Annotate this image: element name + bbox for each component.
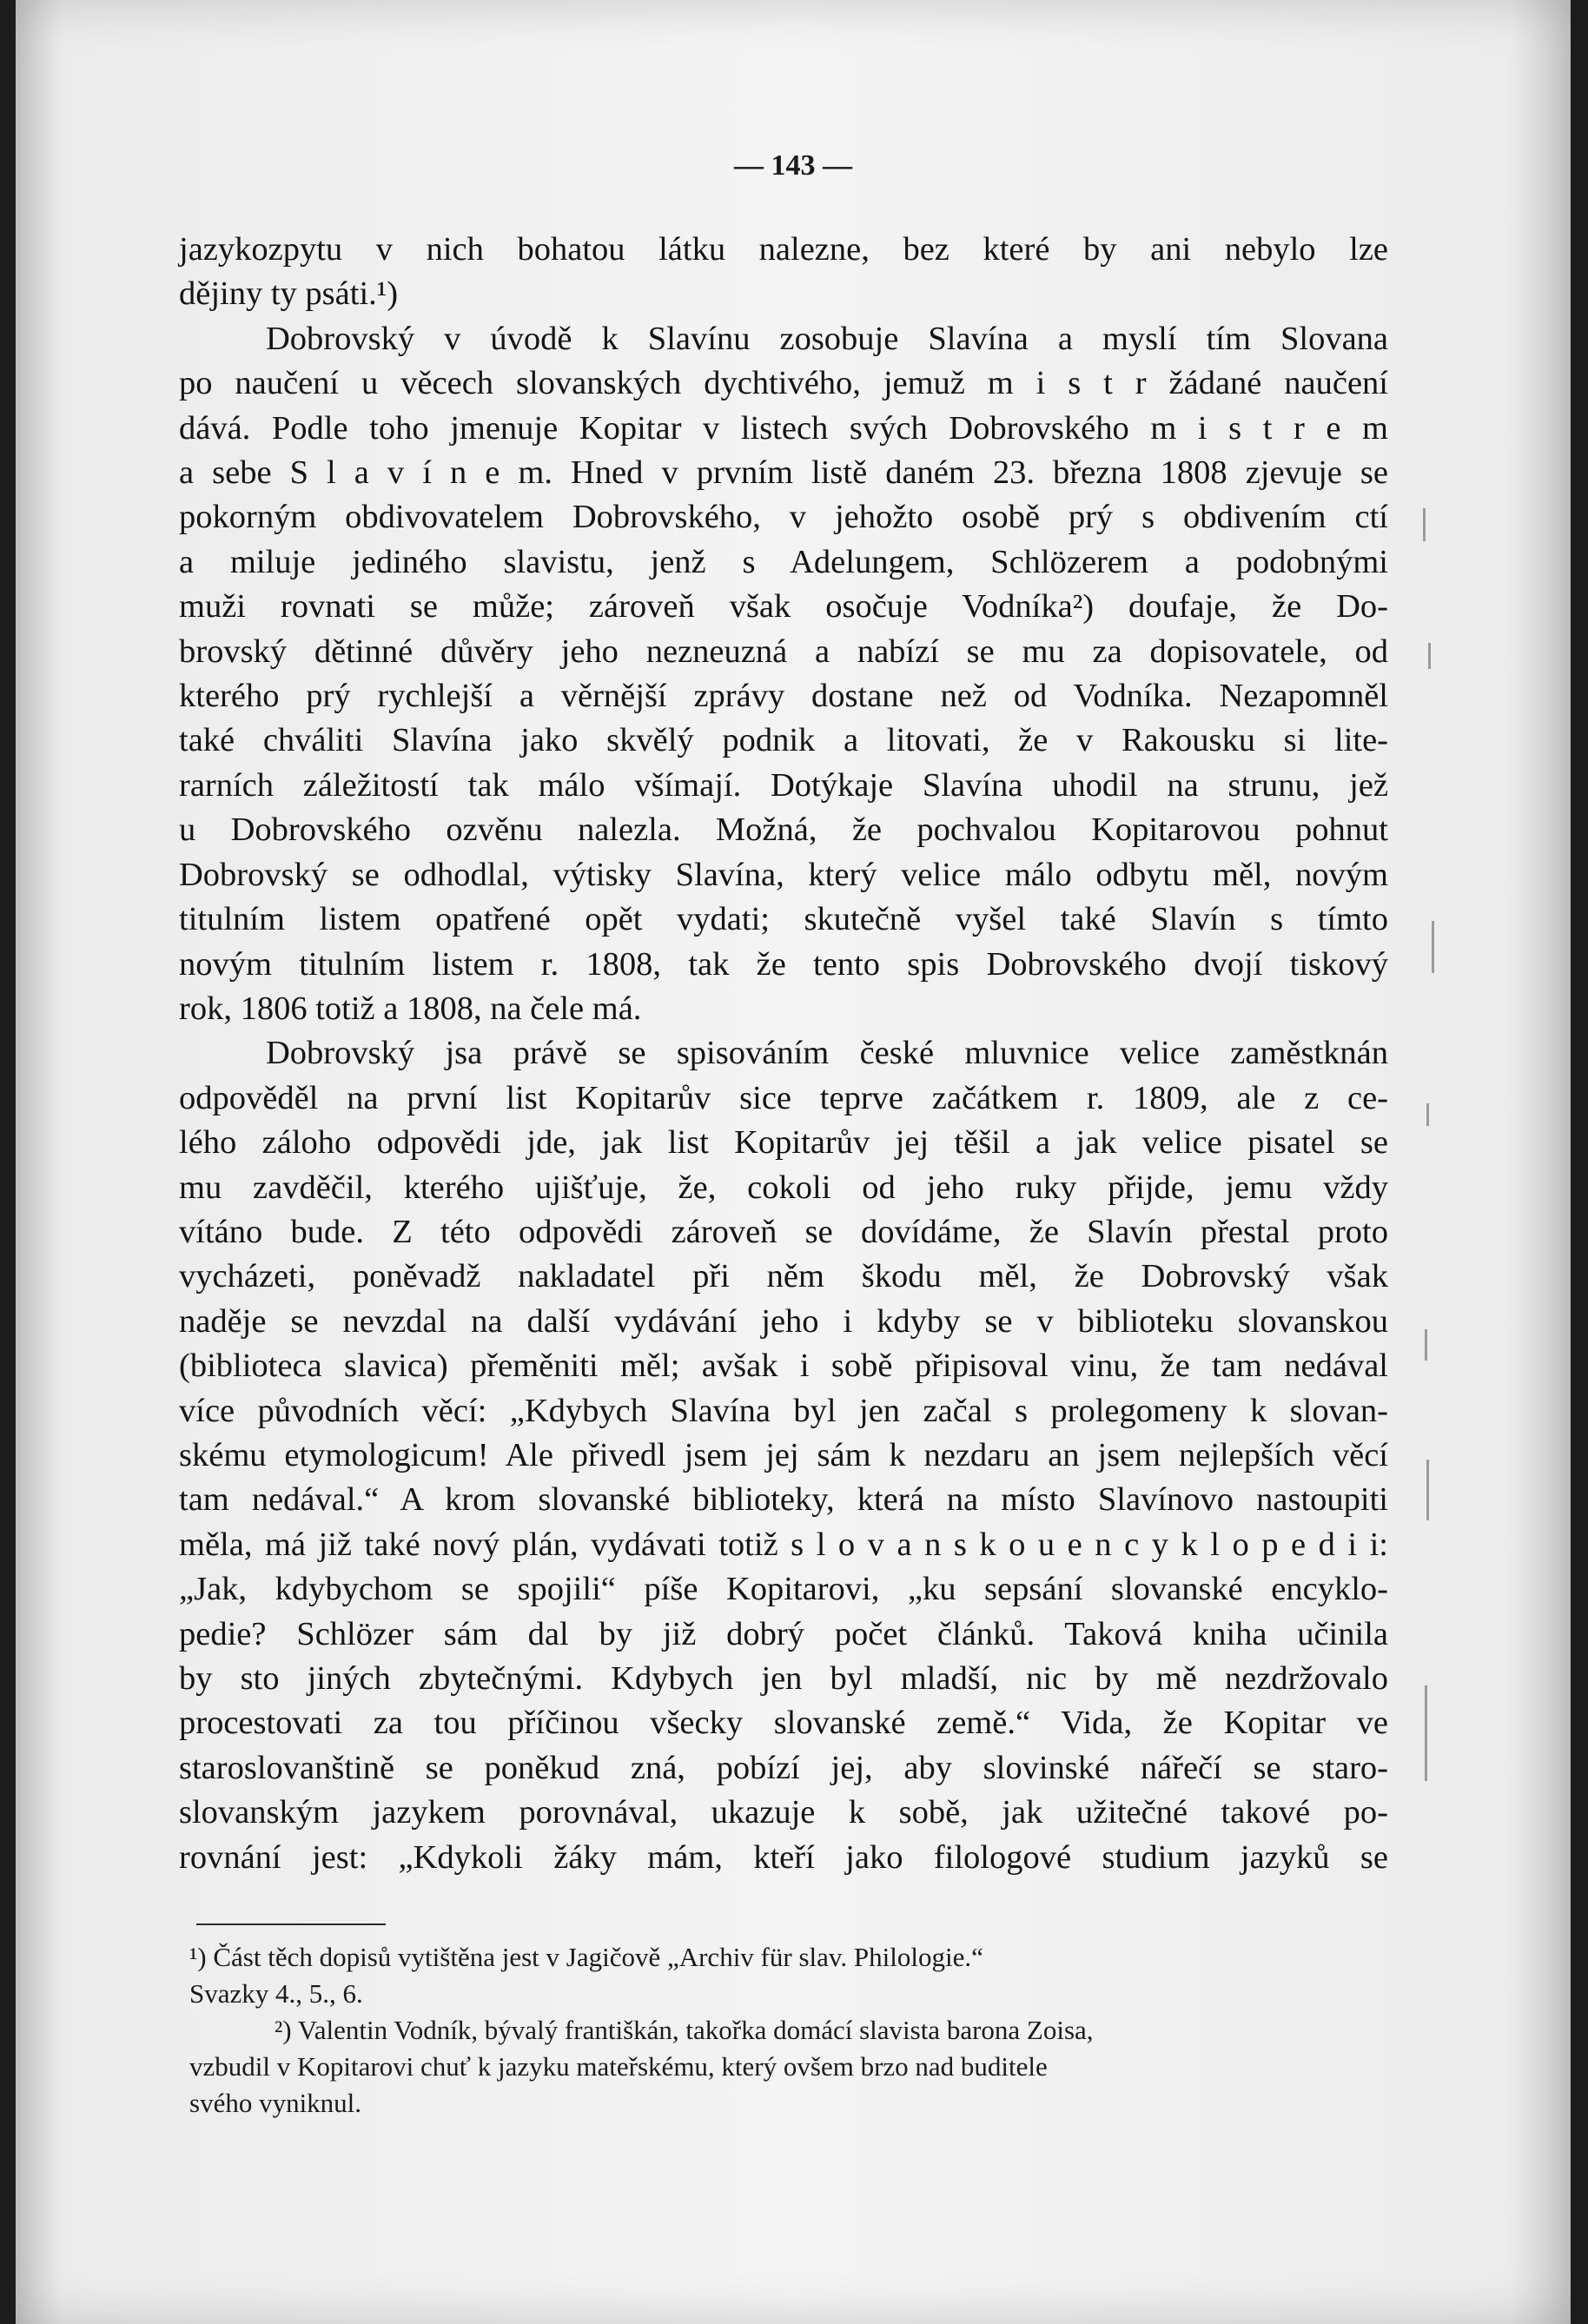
text-line: měla, má již také nový plán, vydávati totiž s l o v a n s k o u e n c y k l o p e d i i: — [179, 1526, 1388, 1563]
margin-mark — [1428, 643, 1431, 669]
text-line: u Dobrovského ozvěnu nalezla. Možná, že pochvalou Kopitarovou pohnut — [179, 811, 1388, 849]
footnote-2: ²) Valentin Vodník, bývalý františkán, takořka domácí slavista barona Zoisa, — [275, 2015, 1094, 2045]
text-line: jazykozpytu v nich bohatou látku nalezne, bez které by ani nebylo lze — [179, 231, 1388, 268]
text-line: by sto jiných zbytečnými. Kdybych jen byl mladší, nic by mě nezdržovalo — [179, 1660, 1388, 1697]
page-number: — 143 — — [734, 149, 852, 182]
text-line: více původních věcí: „Kdybych Slavína byl jen začal s prolegomeny k slovan- — [179, 1392, 1388, 1429]
text-line: Dobrovský v úvodě k Slavínu zosobuje Slavína a myslí tím Slovana — [266, 320, 1388, 357]
text-line: procestovati za tou příčinou všecky slovanské země.“ Vida, že Kopitar ve — [179, 1705, 1388, 1742]
text-line: pedie? Schlözer sám dal by již dobrý počet článků. Taková kniha učinila — [179, 1615, 1388, 1652]
text-line: vycházeti, poněvadž nakladatel při něm škodu měl, že Dobrovský však — [179, 1258, 1388, 1295]
text-line: rok, 1806 totiž a 1808, na čele má. — [179, 990, 642, 1027]
text-line: po naučení u věcech slovanských dychtivého, jemuž m i s t r žádané naučení — [179, 365, 1388, 402]
footnote-1-continuation: Svazky 4., 5., 6. — [189, 1978, 363, 2009]
text-line: tam nedával.“ A krom slovanské biblioteky, která na místo Slavínovo nastoupiti — [179, 1481, 1388, 1519]
text-line: brovský dětinné důvěry jeho nezneuzná a nabízí se mu za dopisovatele, od — [179, 632, 1388, 670]
margin-mark — [1423, 508, 1426, 541]
text-line: odpověděl na první list Kopitarův sice teprve začátkem r. 1809, ale z ce- — [179, 1079, 1388, 1116]
text-line: titulním listem opatřené opět vydati; skutečně vyšel také Slavín s tímto — [179, 901, 1388, 938]
footnote-2-continuation: svého vyniknul. — [189, 2088, 362, 2118]
footnote-1: ¹) Část těch dopisů vytištěna jest v Jagičově „Archiv für slav. Philologie.“ — [189, 1942, 983, 1972]
text-line: vítáno bude. Z této odpovědi zároveň se dovídáme, že Slavín přestal proto — [179, 1213, 1388, 1250]
text-line: novým titulním listem r. 1808, tak že tento spis Dobrovského dvojí tiskový — [179, 945, 1388, 983]
margin-mark — [1425, 1685, 1427, 1781]
margin-mark — [1426, 1103, 1429, 1126]
book-page — [16, 0, 1571, 2324]
text-line: skému etymologicum! Ale přivedl jsem jej sám k nezdaru an jsem nejlepších věcí — [179, 1436, 1388, 1473]
margin-mark — [1432, 921, 1434, 973]
text-line: muži rovnati se může; zároveň však osočuje Vodníka²) doufaje, že Do- — [179, 588, 1388, 626]
body-text — [179, 228, 1388, 1880]
text-line: slovanským jazykem porovnával, ukazuje k sobě, jak užitečné takové po- — [179, 1794, 1388, 1831]
footnote-2-continuation: vzbudil v Kopitarovi chuť k jazyku mateřskému, který ovšem brzo nad buditele — [189, 2051, 1048, 2082]
text-line: (biblioteca slavica) přeměniti měl; avšak i sobě připisoval vinu, že tam nedával — [179, 1347, 1388, 1385]
margin-mark — [1425, 1329, 1427, 1361]
text-line: pokorným obdivovatelem Dobrovského, v jehožto osobě prý s obdivením ctí — [179, 499, 1388, 536]
text-line: staroslovanštině se poněkud zná, pobízí jej, aby slovinské nářečí se staro- — [179, 1749, 1388, 1786]
margin-mark — [1426, 1460, 1429, 1520]
text-line: naděje se nevzdal na další vydávání jeho i kdyby se v biblioteku slovanskou — [179, 1302, 1388, 1340]
text-line: rarních záležitostí tak málo všímají. Dotýkaje Slavína uhodil na strunu, jež — [179, 766, 1388, 804]
text-line: kterého prý rychlejší a věrnější zprávy dostane než od Vodníka. Nezapomněl — [179, 678, 1388, 715]
text-line: Dobrovský jsa právě se spisováním české mluvnice velice zaměstknán — [266, 1035, 1388, 1072]
text-line: „Jak, kdybychom se spojili“ píše Kopitarovi, „ku sepsání slovanské encyklo- — [179, 1571, 1388, 1608]
text-line: dějiny ty psáti.¹) — [179, 275, 399, 313]
footnote-divider — [196, 1923, 386, 1925]
text-line: Dobrovský se odhodlal, výtisky Slavína, který velice málo odbytu měl, novým — [179, 856, 1388, 893]
text-line: lého záloho odpovědi jde, jak list Kopitarův jej těšil a jak velice pisatel se — [179, 1124, 1388, 1162]
text-line: dává. Podle toho jmenuje Kopitar v listech svých Dobrovského m i s t r e m — [179, 409, 1388, 447]
text-line: a miluje jediného slavistu, jenž s Adelungem, Schlözerem a podobnými — [179, 543, 1388, 580]
text-line: mu zavděčil, kterého ujišťuje, že, cokoli od jeho ruky přijde, jemu vždy — [179, 1169, 1388, 1206]
text-line: rovnání jest: „Kdykoli žáky mám, kteří jako filologové studium jazyků se — [179, 1838, 1388, 1876]
text-line: také chváliti Slavína jako skvělý podnik a litovati, že v Rakousku si lite- — [179, 722, 1388, 759]
text-line: a sebe S l a v í n e m. Hned v prvním listě daném 23. března 1808 zjevuje se — [179, 454, 1388, 492]
footnotes — [189, 1939, 1388, 2122]
